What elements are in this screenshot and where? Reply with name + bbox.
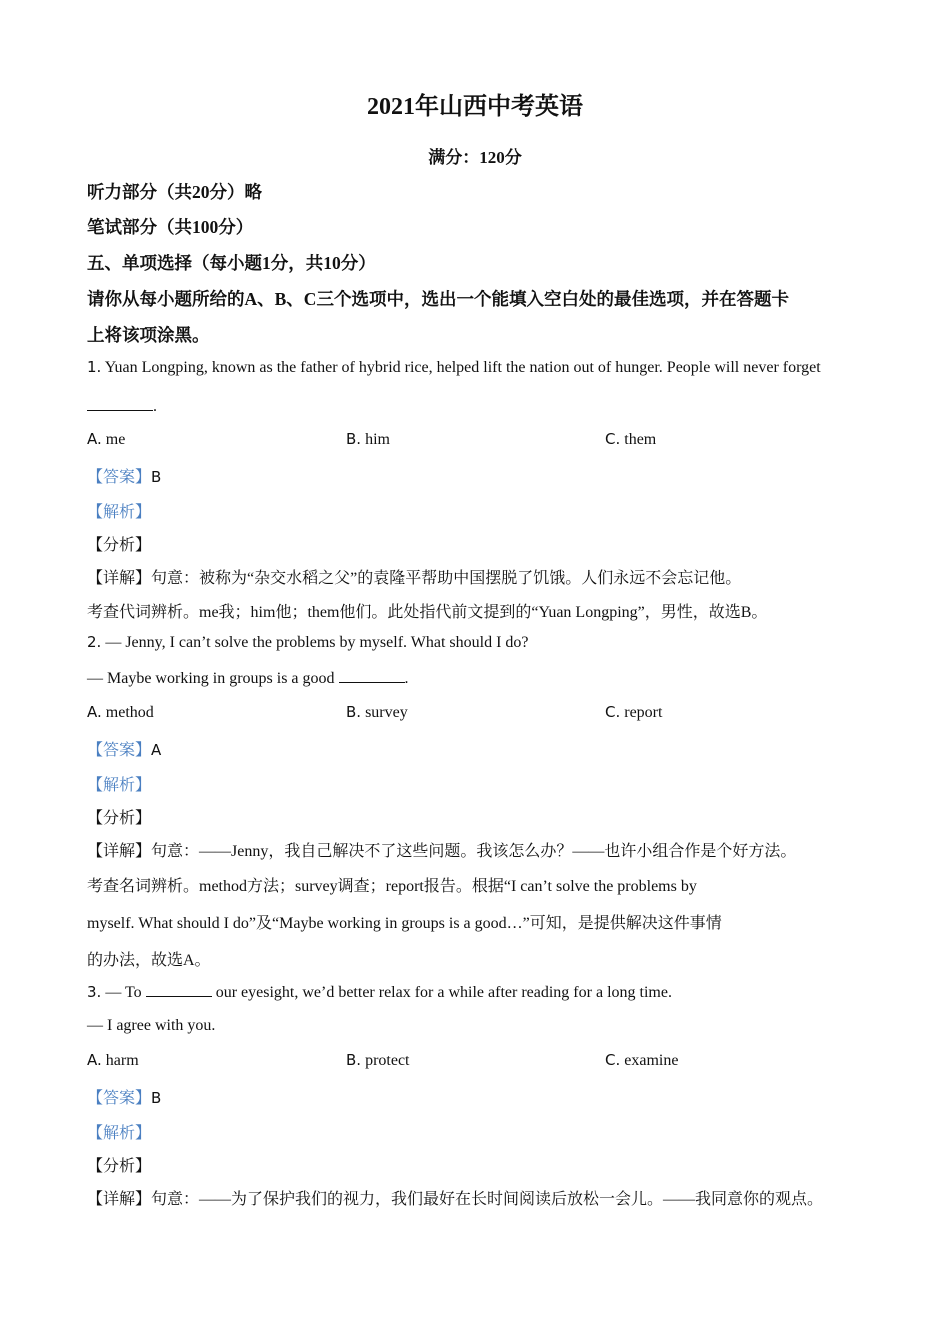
question-2-detail: 【详解】句意：——Jenny，我自己解决不了这些问题。我该怎么办？——也许小组合作是个好方法。 <box>87 843 797 860</box>
answer-label: 【答案】 <box>87 469 152 486</box>
question-1-detail: 【详解】句意：被称为“杂交水稻之父”的袁隆平帮助中国摆脱了饥饿。人们永远不会忘记他。 <box>87 570 742 587</box>
question-3-analysis-label: 【解析】 <box>87 1125 152 1142</box>
instruction-line-1: 请你从每小题所给的A、B、C三个选项中，选出一个能填入空白处的最佳选项，并在答题卡 <box>87 289 789 309</box>
question-2-analysis-label: 【解析】 <box>87 777 152 794</box>
question-number: 1. <box>87 358 102 376</box>
question-2-analyze-label: 【分析】 <box>87 810 152 827</box>
question-number: 2. <box>87 633 102 651</box>
question-3-answer <box>87 1085 161 1108</box>
detail-label: 【详解】 <box>87 1191 152 1208</box>
question-2-option-a: A. method <box>87 703 154 721</box>
answer-value: B <box>151 468 162 486</box>
listening-section: 听力部分（共20分）略 <box>87 182 262 202</box>
answer-value: A <box>151 741 162 759</box>
full-score: 满分：120分 <box>428 148 522 167</box>
part5-title: 五、单项选择（每小题1分，共10分） <box>87 253 376 273</box>
answer-label: 【答案】 <box>87 742 152 759</box>
question-2-stem: 2. — Jenny, I can’t solve the problems by myself. What should I do? <box>87 633 529 651</box>
detail-label: 【详解】 <box>87 843 152 860</box>
writing-section: 笔试部分（共100分） <box>87 217 254 237</box>
question-1-option-a: A. me <box>87 430 126 448</box>
question-3-detail: 【详解】句意：——为了保护我们的视力，我们最好在长时间阅读后放松一会儿。——我同意你的观点。 <box>87 1191 824 1208</box>
answer-blank <box>339 668 405 683</box>
question-1-option-c: C. them <box>605 430 657 448</box>
answer-label: 【答案】 <box>87 1090 152 1107</box>
question-1-analysis-label: 【解析】 <box>87 504 152 521</box>
question-2-option-b: B. survey <box>346 703 408 721</box>
question-2-answer <box>87 737 161 760</box>
question-2-option-c: C. report <box>605 703 663 721</box>
question-1-analyze-label: 【分析】 <box>87 537 152 554</box>
question-number: 3. <box>87 983 102 1001</box>
question-1-option-b: B. him <box>346 430 390 448</box>
question-3-option-a: A. harm <box>87 1051 139 1069</box>
question-1-stem: 1. Yuan Longping, known as the father of hybrid rice, helped lift the nation out of hunger. People will never forget <box>87 358 821 376</box>
question-1-stem-line2: . <box>87 396 157 416</box>
question-3-option-b: B. protect <box>346 1051 410 1069</box>
question-2-explanation-3: 的办法，故选A。 <box>87 952 211 969</box>
question-2-explanation-2: myself. What should I do”及“Maybe working in groups is a good…”可知，是提供解决这件事情 <box>87 915 722 932</box>
question-3-stem-line2: — I agree with you. <box>87 1017 216 1034</box>
question-3-option-c: C. examine <box>605 1051 679 1069</box>
instruction-line-2: 上将该项涂黑。 <box>87 325 210 345</box>
question-1-answer <box>87 464 161 487</box>
question-2-stem-line2: — Maybe working in groups is a good . <box>87 670 409 687</box>
detail-label: 【详解】 <box>87 570 152 587</box>
page-title: 2021年山西中考英语 <box>367 94 583 120</box>
answer-blank <box>146 982 212 997</box>
question-2-explanation-1: 考查名词辨析。method方法；survey调查；report报告。根据“I can’t solve the problems by <box>87 878 697 895</box>
answer-value: B <box>151 1089 162 1107</box>
answer-blank <box>87 396 153 411</box>
question-3-analyze-label: 【分析】 <box>87 1158 152 1175</box>
question-1-explanation: 考查代词辨析。me我；him他；them他们。此处指代前文提到的“Yuan Longping”，男性，故选B。 <box>87 604 768 621</box>
question-3-stem: 3. — To our eyesight, we’d better relax for a while after reading for a long time. <box>87 983 672 1001</box>
